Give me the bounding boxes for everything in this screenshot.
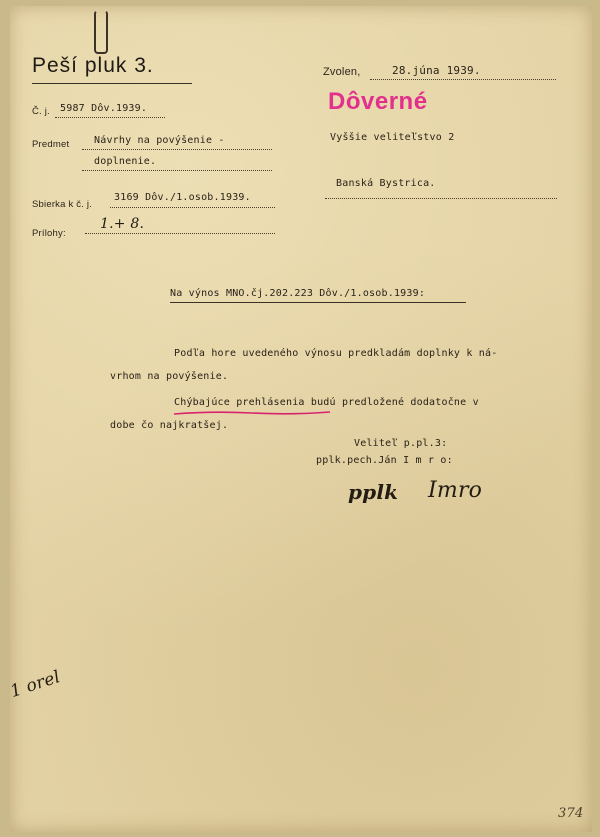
subject-line-2: doplnenie. <box>94 156 157 167</box>
place-label: Zvolen, <box>323 66 361 78</box>
document-date: 28.júna 1939. <box>392 64 481 77</box>
reference-line: Na výnos MNO.čj.202.223 Dôv./1.osob.1939: <box>170 288 426 299</box>
subject-underline-1 <box>82 149 272 150</box>
recipient-line-1: Vyššie veliteľstvo 2 <box>330 132 455 143</box>
paragraph-1-line-2: vrhom na povýšenie. <box>110 371 229 382</box>
paragraph-2-line-1: Chýbajúce prehlásenia budú predložené dodatočne v <box>174 397 479 408</box>
subject-label: Predmet <box>32 139 70 150</box>
attachments-line <box>85 233 275 234</box>
collection-label: Sbierka k č. j. <box>32 199 93 210</box>
date-line <box>370 79 556 80</box>
recipient-line <box>325 198 557 199</box>
number-label: Č. j. <box>32 106 50 117</box>
attachments-label: Prílohy: <box>32 228 66 239</box>
collection-value: 3169 Dôv./1.osob.1939. <box>114 192 251 203</box>
recipient-line-2: Banská Bystrica. <box>336 178 436 189</box>
signature-role: Veliteľ p.pl.3: <box>354 438 448 449</box>
collection-line <box>110 207 275 208</box>
unit-title: Peší pluk 3. <box>32 54 154 77</box>
signature-name: pplk.pech.Ján I m r o: <box>316 455 453 466</box>
paragraph-2-line-2: dobe čo najkratšej. <box>110 420 229 431</box>
paper-clip-icon <box>94 10 108 54</box>
paragraph-1-line-1: Podľa hore uvedeného výnosu predkladám doplnky k ná- <box>174 348 498 359</box>
number-line <box>55 117 165 118</box>
margin-note-left: 1 orel <box>7 667 63 702</box>
handwritten-signature-left: pplk <box>348 480 399 504</box>
number-value: 5987 Dôv.1939. <box>60 103 148 114</box>
subject-line-1: Návrhy na povýšenie - <box>94 135 225 146</box>
attachments-value: 1.+ 8. <box>100 216 145 232</box>
document-page <box>7 6 592 832</box>
classification-stamp: Dôverné <box>328 88 428 115</box>
red-underline <box>172 408 332 418</box>
page-number: 374 <box>558 806 584 821</box>
handwritten-signature-right: Imro <box>428 478 483 503</box>
subject-underline-2 <box>82 170 272 171</box>
reference-underline <box>170 302 466 303</box>
title-underline <box>32 83 192 84</box>
